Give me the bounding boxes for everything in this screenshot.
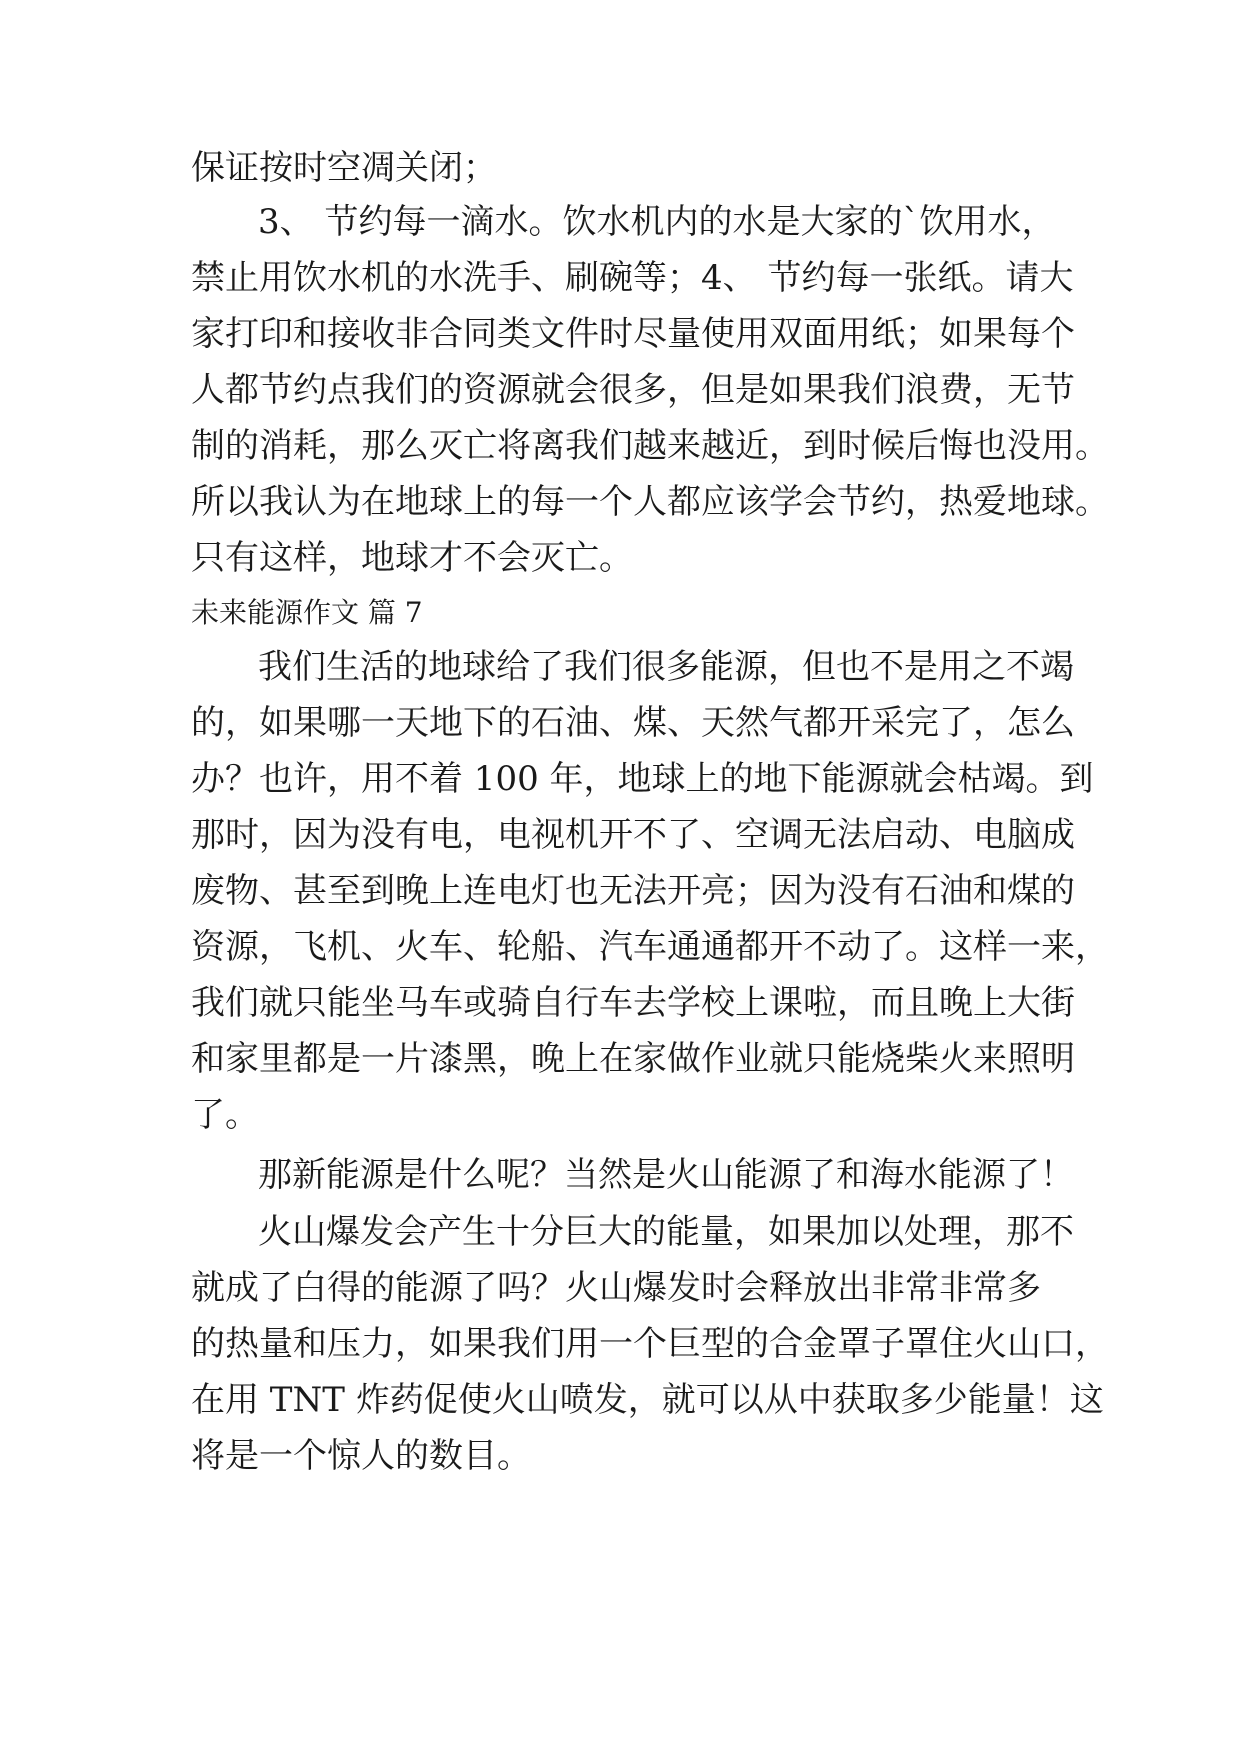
text-line: 将是一个惊人的数目。 [191, 1436, 531, 1476]
text-line: 的，如果哪一天地下的石油、煤、天然气都开采完了，怎么 [191, 703, 1075, 743]
text-line: 3、 节约每一滴水。饮水机内的水是大家的`饮用水， [258, 202, 1056, 242]
text-line: 保证按时空凋关闭； [191, 148, 497, 188]
text-line: 所以我认为在地球上的每一个人都应该学会节约，热爱地球。 [191, 482, 1109, 522]
text-line: 我们就只能坐马车或骑自行车去学校上课啦，而且晚上大街 [191, 983, 1075, 1023]
text-line: 在用 TNT 炸药促使火山喷发，就可以从中获取多少能量！这 [191, 1380, 1104, 1420]
text-line: 废物、甚至到晚上连电灯也无法开亮；因为没有石油和煤的 [191, 871, 1075, 911]
text-line: 火山爆发会产生十分巨大的能量，如果加以处理，那不 [258, 1212, 1074, 1252]
text-line: 那时，因为没有电，电视机开不了、空调无法启动、电脑成 [191, 815, 1075, 855]
text-line: 的热量和压力，如果我们用一个巨型的合金罩子罩住火山口， [191, 1324, 1109, 1364]
text-line: 禁止用饮水机的水洗手、刷碗等；4、 节约每一张纸。请大 [191, 258, 1074, 298]
text-line: 家打印和接收非合同类文件时尽量使用双面用纸；如果每个 [191, 314, 1075, 354]
text-line: 只有这样，地球才不会灭亡。 [191, 538, 633, 578]
text-line: 我们生活的地球给了我们很多能源，但也不是用之不竭 [258, 647, 1074, 687]
text-line: 了。 [191, 1095, 259, 1135]
section-heading: 未来能源作文 篇 7 [191, 596, 423, 629]
text-line: 办？也许，用不着 100 年，地球上的地下能源就会枯竭。到 [191, 759, 1094, 799]
text-line: 和家里都是一片漆黑，晚上在家做作业就只能烧柴火来照明 [191, 1039, 1075, 1079]
text-line: 人都节约点我们的资源就会很多，但是如果我们浪费，无节 [191, 370, 1075, 410]
text-line: 那新能源是什么呢？当然是火山能源了和海水能源了！ [258, 1155, 1074, 1195]
text-line: 资源，飞机、火车、轮船、汽车通通都开不动了。这样一来， [191, 927, 1109, 967]
text-line: 制的消耗，那么灭亡将离我们越来越近，到时候后悔也没用。 [191, 426, 1109, 466]
text-line: 就成了白得的能源了吗？火山爆发时会释放出非常非常多 [191, 1268, 1041, 1308]
